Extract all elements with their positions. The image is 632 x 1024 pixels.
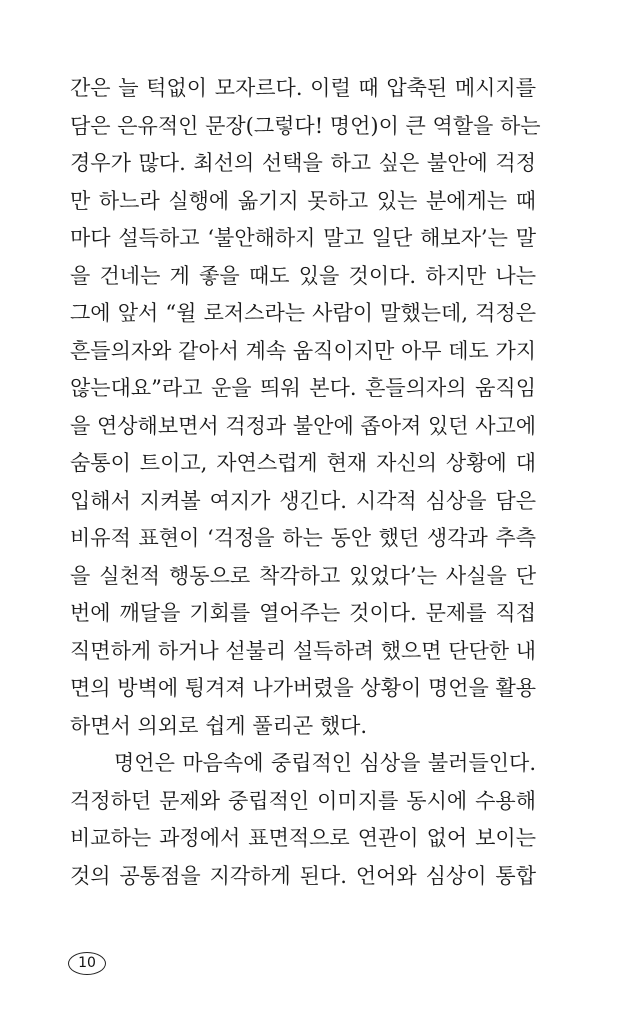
text-line-paragraph-end: 하면서 의외로 쉽게 풀리곤 했다.	[70, 713, 368, 738]
text-line: 걱정하던 문제와 중립적인 이미지를 동시에 수용해	[70, 788, 536, 813]
text-line: 을 실천적 행동으로 착각하고 있었다’는 사실을 단	[70, 563, 536, 588]
text-line: 만 하느라 실행에 옮기지 못하고 있는 분에게는 때	[70, 188, 536, 213]
text-line: 번에 깨달을 기회를 열어주는 것이다. 문제를 직접	[70, 601, 536, 625]
text-line: 을 건네는 게 좋을 때도 있을 것이다. 하지만 나는	[70, 263, 536, 288]
text-line: 그에 앞서 “윌 로저스라는 사람이 말했는데, 걱정은	[70, 301, 536, 325]
text-line-paragraph-start: 명언은 마음속에 중립적인 심상을 불러들인다.	[114, 751, 536, 775]
text-line: 을 연상해보면서 걱정과 불안에 좁아져 있던 사고에	[70, 413, 537, 438]
page-number-badge: 10	[68, 952, 106, 975]
text-line: 비유적 표현이 ‘걱정을 하는 동안 했던 생각과 추측	[70, 526, 536, 550]
text-line: 경우가 많다. 최선의 선택을 하고 싶은 불안에 걱정	[70, 151, 536, 175]
text-line: 숨통이 트이고, 자연스럽게 현재 자신의 상황에 대	[70, 451, 536, 475]
text-line: 직면하게 하거나 섣불리 설득하려 했으면 단단한 내	[70, 638, 537, 663]
body-text	[70, 70, 541, 895]
text-line: 간은 늘 턱없이 모자르다. 이럴 때 압축된 메시지를	[70, 76, 536, 100]
text-line: 입해서 지켜볼 여지가 생긴다. 시각적 심상을 담은	[70, 488, 536, 513]
text-line: 마다 설득하고 ‘불안해하지 말고 일단 해보자’는 말	[70, 226, 536, 250]
text-line: 것의 공통점을 지각하게 된다. 언어와 심상이 통합	[70, 863, 536, 888]
text-line: 비교하는 과정에서 표면적으로 연관이 없어 보이는	[70, 826, 536, 850]
text-line: 흔들의자와 같아서 계속 움직이지만 아무 데도 가지	[70, 338, 537, 363]
text-line: 면의 방벽에 튕겨져 나가버렸을 상황이 명언을 활용	[70, 676, 537, 700]
text-line: 담은 은유적인 문장(그렇다! 명언)이 큰 역할을 하는	[70, 113, 541, 138]
text-line: 않는대요”라고 운을 띄워 본다. 흔들의자의 움직임	[70, 376, 536, 400]
